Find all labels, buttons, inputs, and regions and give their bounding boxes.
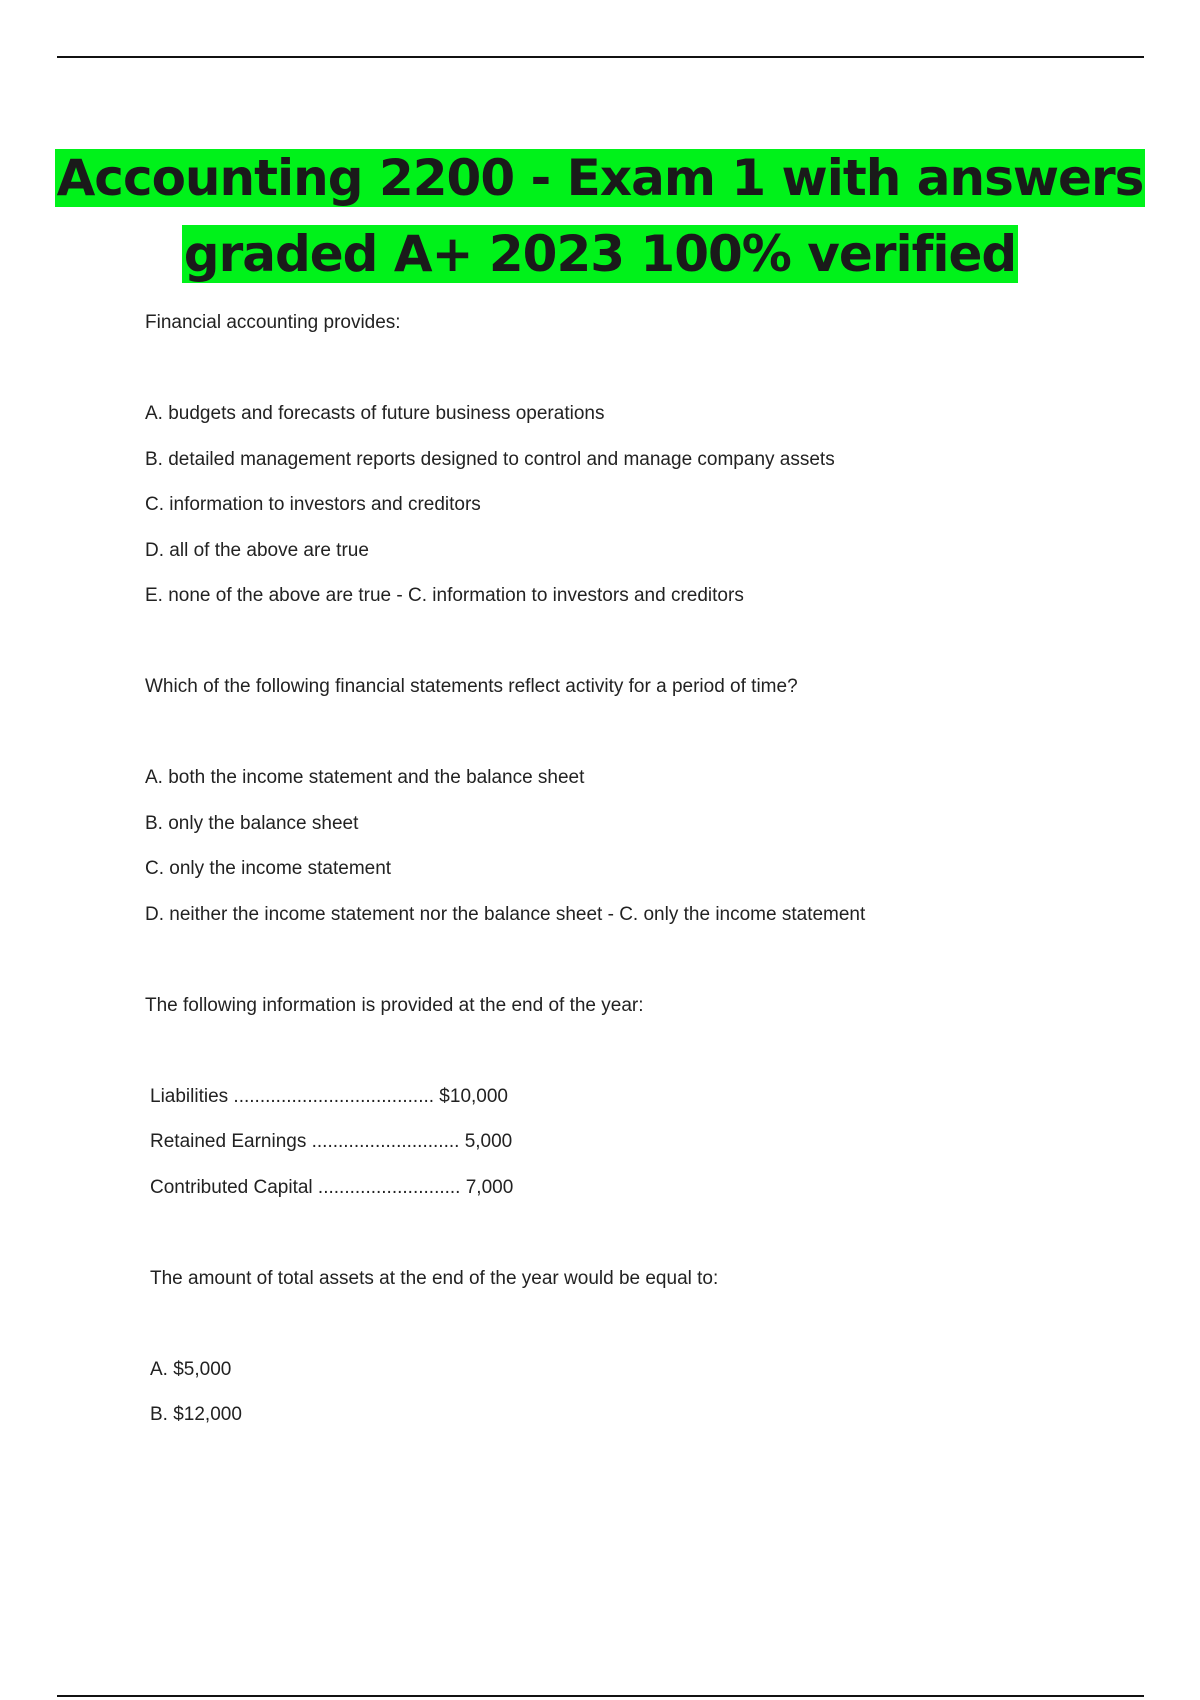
q3-item-contributed-capital: Contributed Capital ........................... 7,000 — [150, 1177, 514, 1198]
question-2-text: Which of the following financial statements reflect activity for a period of time? — [145, 676, 798, 697]
question-3-intro: The following information is provided at the end of the year: — [145, 995, 644, 1016]
title-line-1: Accounting 2200 - Exam 1 with answers — [56, 149, 1144, 207]
question-3-text: The amount of total assets at the end of the year would be equal to: — [150, 1268, 719, 1289]
q3-option-a: A. $5,000 — [150, 1359, 232, 1380]
bottom-rule — [57, 1695, 1144, 1697]
q1-option-d: D. all of the above are true — [145, 540, 369, 561]
q1-option-a: A. budgets and forecasts of future business operations — [145, 403, 605, 424]
q1-option-c: C. information to investors and creditors — [145, 494, 481, 515]
q1-option-b: B. detailed management reports designed to control and manage company assets — [145, 449, 835, 470]
title-line-2: graded A+ 2023 100% verified — [183, 225, 1017, 283]
q3-item-liabilities: Liabilities ...................................... $10,000 — [150, 1086, 508, 1107]
top-rule — [57, 56, 1144, 58]
q3-item-retained-earnings: Retained Earnings ............................ 5,000 — [150, 1131, 513, 1152]
q2-option-c: C. only the income statement — [145, 858, 392, 879]
q2-option-b: B. only the balance sheet — [145, 813, 359, 834]
q2-option-d-answer: D. neither the income statement nor the balance sheet - C. only the income statement — [145, 904, 866, 925]
q3-option-b: B. $12,000 — [150, 1404, 242, 1425]
question-1-text: Financial accounting provides: — [145, 312, 401, 333]
document-title — [0, 140, 1200, 292]
q1-option-e-answer: E. none of the above are true - C. information to investors and creditors — [145, 585, 744, 606]
q2-option-a: A. both the income statement and the balance sheet — [145, 767, 585, 788]
